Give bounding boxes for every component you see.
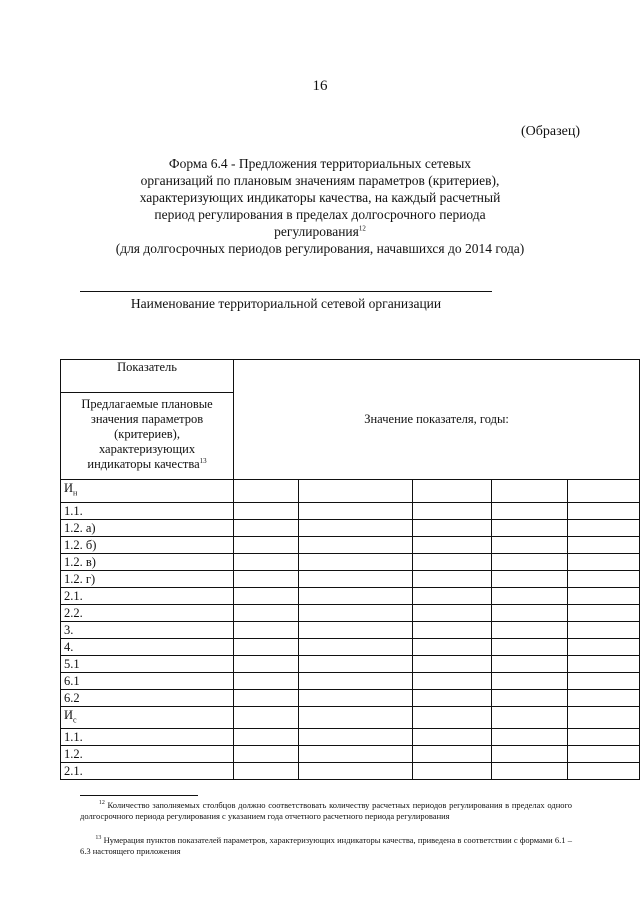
row-label-text: 1.1. xyxy=(64,503,83,518)
row-label-text: 1.2. б) xyxy=(64,537,97,552)
value-cell[interactable] xyxy=(412,519,491,536)
value-cell[interactable] xyxy=(568,621,640,638)
indicator-table xyxy=(60,359,640,780)
row-label-text: 5.1 xyxy=(64,656,80,671)
row-label-text: 2.2. xyxy=(64,605,83,620)
row-label-text: 6.2 xyxy=(64,690,80,705)
value-cell[interactable] xyxy=(492,604,568,621)
row-label-text: 3. xyxy=(64,622,74,637)
table-row xyxy=(61,621,640,638)
table-row xyxy=(61,655,640,672)
footnote-13-ref: 13 xyxy=(95,835,102,842)
row-label xyxy=(61,587,234,604)
header-params-line: Предлагаемые плановые xyxy=(81,397,213,411)
footnote-ref-12: 12 xyxy=(358,224,366,233)
header-params-line: характеризующих xyxy=(98,442,196,456)
row-label-text: 4. xyxy=(64,639,74,654)
value-cell[interactable] xyxy=(234,553,299,570)
footnote-rule xyxy=(80,795,198,796)
value-cell[interactable] xyxy=(492,746,568,763)
value-cell[interactable] xyxy=(492,570,568,587)
value-cell[interactable] xyxy=(492,706,568,729)
row-label-text: 2.1. xyxy=(64,588,83,603)
value-cell[interactable] xyxy=(234,655,299,672)
value-cell[interactable] xyxy=(492,763,568,780)
table-row xyxy=(61,689,640,706)
value-cell[interactable] xyxy=(298,655,412,672)
value-cell[interactable] xyxy=(412,480,491,503)
header-params-line xyxy=(64,457,230,472)
title-subtitle: (для долгосрочных периодов регулирования, начавшихся до 2014 года) xyxy=(115,241,525,256)
table-row xyxy=(61,587,640,604)
value-cell[interactable] xyxy=(568,570,640,587)
value-cell[interactable] xyxy=(568,706,640,729)
value-cell[interactable] xyxy=(568,763,640,780)
value-cell[interactable] xyxy=(568,536,640,553)
org-name-fill-line xyxy=(80,291,492,292)
value-cell[interactable] xyxy=(234,746,299,763)
value-cell[interactable] xyxy=(412,570,491,587)
org-name-label: Наименование территориальной сетевой организации xyxy=(130,296,442,311)
table-row xyxy=(61,638,640,655)
row-label-text: 1.1. xyxy=(64,730,83,744)
row-label-text: 1.2. г) xyxy=(64,571,96,586)
value-cell[interactable] xyxy=(568,655,640,672)
footnote-13-text: Нумерация пунктов показателей параметров, характеризующих индикаторы качества, приведена в соответствии с формами 6.1 – 6.3 настоящего приложения xyxy=(80,835,573,856)
row-label xyxy=(61,672,234,689)
footnote-12 xyxy=(80,800,572,822)
table-row xyxy=(61,480,640,503)
row-label xyxy=(61,621,234,638)
value-cell[interactable] xyxy=(298,763,412,780)
table-row xyxy=(61,553,640,570)
value-cell[interactable] xyxy=(298,553,412,570)
value-cell[interactable] xyxy=(234,604,299,621)
footnote-13 xyxy=(80,835,572,857)
value-cell[interactable] xyxy=(412,763,491,780)
row-label xyxy=(61,536,234,553)
row-label xyxy=(61,689,234,706)
header-indicator: Показатель xyxy=(61,360,234,393)
value-cell[interactable] xyxy=(492,638,568,655)
table-row xyxy=(61,519,640,536)
value-cell[interactable] xyxy=(412,587,491,604)
row-label xyxy=(61,729,234,746)
row-label-text: 1.2. в) xyxy=(64,554,96,569)
title-last-line: регулирования xyxy=(274,224,359,239)
table-row xyxy=(61,604,640,621)
value-cell[interactable] xyxy=(568,480,640,503)
value-cell[interactable] xyxy=(412,672,491,689)
value-cell[interactable] xyxy=(298,621,412,638)
row-label xyxy=(61,480,234,503)
value-cell[interactable] xyxy=(298,502,412,519)
row-label-text: И xyxy=(64,707,74,722)
value-cell[interactable] xyxy=(492,502,568,519)
value-cell[interactable] xyxy=(412,638,491,655)
table-row xyxy=(61,746,640,763)
header-values: Значение показателя, годы: xyxy=(234,360,640,480)
table-row xyxy=(61,502,640,519)
row-label-text: И xyxy=(64,481,74,495)
value-cell[interactable] xyxy=(412,746,491,763)
value-cell[interactable] xyxy=(234,519,299,536)
table-row xyxy=(61,729,640,746)
value-cell[interactable] xyxy=(234,587,299,604)
value-cell[interactable] xyxy=(568,638,640,655)
value-cell[interactable] xyxy=(298,536,412,553)
value-cell[interactable] xyxy=(298,638,412,655)
value-cell[interactable] xyxy=(234,480,299,503)
row-label xyxy=(61,706,234,729)
value-cell[interactable] xyxy=(492,553,568,570)
value-cell[interactable] xyxy=(492,729,568,746)
table-row xyxy=(61,672,640,689)
value-cell[interactable] xyxy=(412,729,491,746)
value-cell[interactable] xyxy=(568,502,640,519)
form-title xyxy=(80,155,560,257)
title-line: Форма 6.4 - Предложения территориальных сетевых xyxy=(168,156,472,171)
page-number: 16 xyxy=(312,78,328,94)
header-params-line: (критериев), xyxy=(114,427,180,441)
title-line: организаций по плановым значениям параметров (критериев), xyxy=(140,173,500,188)
sample-mark: (Образец) xyxy=(520,124,580,139)
row-label-subscript: с xyxy=(73,715,77,724)
value-cell[interactable] xyxy=(492,655,568,672)
value-cell[interactable] xyxy=(298,480,412,503)
row-label-text: 2.1. xyxy=(64,764,83,778)
value-cell[interactable] xyxy=(492,672,568,689)
value-cell[interactable] xyxy=(298,672,412,689)
value-cell[interactable] xyxy=(492,519,568,536)
value-cell[interactable] xyxy=(492,621,568,638)
title-line xyxy=(80,223,560,240)
value-cell[interactable] xyxy=(234,638,299,655)
row-label-text: 6.1 xyxy=(64,673,80,688)
value-cell[interactable] xyxy=(298,570,412,587)
value-cell[interactable] xyxy=(492,689,568,706)
row-label xyxy=(61,638,234,655)
value-cell[interactable] xyxy=(492,480,568,503)
value-cell[interactable] xyxy=(298,519,412,536)
table-row xyxy=(61,706,640,729)
value-cell[interactable] xyxy=(568,672,640,689)
value-cell[interactable] xyxy=(298,706,412,729)
value-cell[interactable] xyxy=(568,604,640,621)
value-cell[interactable] xyxy=(412,706,491,729)
value-cell[interactable] xyxy=(412,502,491,519)
header-params xyxy=(61,393,234,480)
value-cell[interactable] xyxy=(298,746,412,763)
value-cell[interactable] xyxy=(298,587,412,604)
value-cell[interactable] xyxy=(234,536,299,553)
value-cell[interactable] xyxy=(492,536,568,553)
row-label-text: 1.2. xyxy=(64,747,83,761)
row-label xyxy=(61,519,234,536)
row-label xyxy=(61,763,234,780)
row-label-text: 1.2. а) xyxy=(64,520,96,535)
value-cell[interactable] xyxy=(234,689,299,706)
value-cell[interactable] xyxy=(298,604,412,621)
table-row xyxy=(61,763,640,780)
row-label xyxy=(61,655,234,672)
value-cell[interactable] xyxy=(568,519,640,536)
value-cell[interactable] xyxy=(412,655,491,672)
table-row xyxy=(61,536,640,553)
value-cell[interactable] xyxy=(234,706,299,729)
footnote-12-ref: 12 xyxy=(98,800,105,807)
row-label xyxy=(61,570,234,587)
row-label xyxy=(61,604,234,621)
value-cell[interactable] xyxy=(298,689,412,706)
value-cell[interactable] xyxy=(568,729,640,746)
header-params-last: индикаторы качества xyxy=(87,457,200,471)
header-params-line: значения параметров xyxy=(90,412,204,426)
table-row xyxy=(61,570,640,587)
value-cell[interactable] xyxy=(412,604,491,621)
value-cell[interactable] xyxy=(298,729,412,746)
value-cell[interactable] xyxy=(412,553,491,570)
row-label xyxy=(61,746,234,763)
value-cell[interactable] xyxy=(234,729,299,746)
value-cell[interactable] xyxy=(568,587,640,604)
footnote-12-text: Количество заполняемых столбцов должно соответствовать количеству расчетных периодов регулирования в пределах одного долгосрочного периода регулирования с указанием года отчетного расчетного периода регулирования xyxy=(80,800,573,821)
value-cell[interactable] xyxy=(234,672,299,689)
value-cell[interactable] xyxy=(234,763,299,780)
value-cell[interactable] xyxy=(412,689,491,706)
value-cell[interactable] xyxy=(412,536,491,553)
value-cell[interactable] xyxy=(492,587,568,604)
value-cell[interactable] xyxy=(568,553,640,570)
value-cell[interactable] xyxy=(568,689,640,706)
title-line: характеризующих индикаторы качества, на каждый расчетный xyxy=(139,190,501,205)
row-label xyxy=(61,553,234,570)
value-cell[interactable] xyxy=(234,502,299,519)
title-line: период регулирования в пределах долгосрочного периода xyxy=(154,207,486,222)
value-cell[interactable] xyxy=(568,746,640,763)
row-label xyxy=(61,502,234,519)
value-cell[interactable] xyxy=(412,621,491,638)
value-cell[interactable] xyxy=(234,621,299,638)
footnote-ref-13: 13 xyxy=(199,456,207,465)
row-label-subscript: н xyxy=(73,488,78,498)
value-cell[interactable] xyxy=(234,570,299,587)
